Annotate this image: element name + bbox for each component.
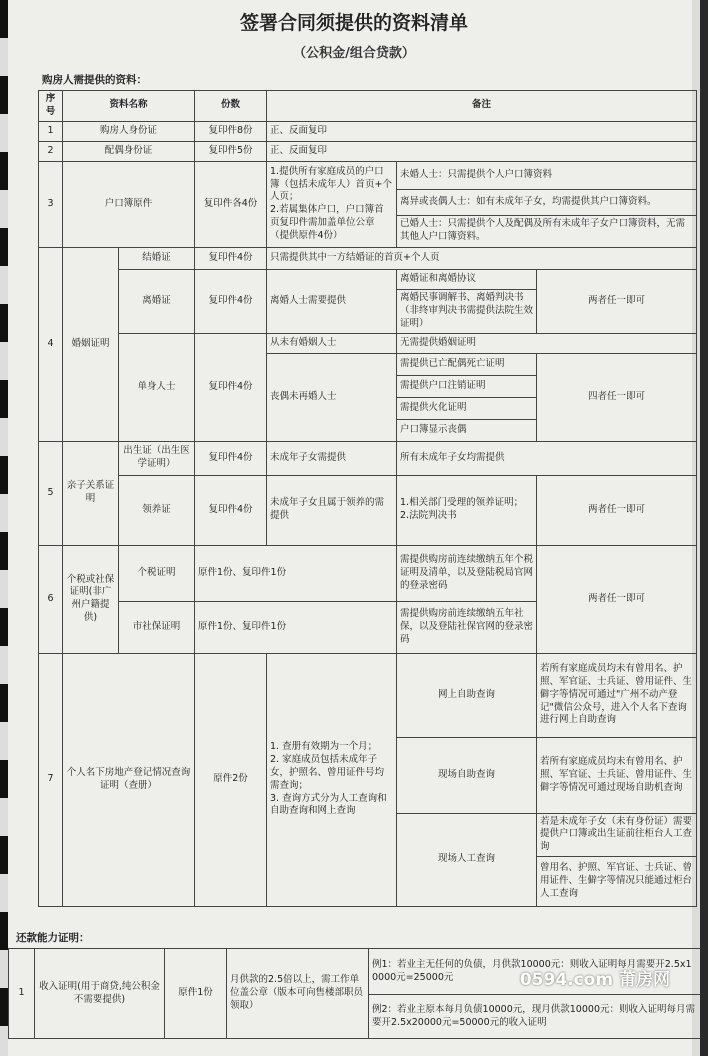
row-option: 需提供已亡配偶死亡证明 — [397, 353, 537, 375]
sub-label: 领养证 — [119, 475, 195, 545]
header-row — [39, 91, 697, 122]
row-seq: 1 — [39, 121, 63, 141]
row-note: 已婚人士：只需提供个人及配偶及所有未成年子女户口簿资料，无需其他人户口簿资料。 — [397, 215, 697, 247]
sub-label: 个税证明 — [119, 545, 195, 601]
row-option: 离婚证和离婚协议 — [397, 269, 537, 289]
row-remark: 只需提供其中一方结婚证的首页+个人页 — [267, 247, 697, 269]
row-desc: 1.提供所有家庭成员的户口簿（包括未成年人）首页+个人页； 2.若属集体户口，户口簿首页复印件需加盖单位公章（提供原件4份） — [267, 161, 397, 247]
section-repayment: 还款能力证明： — [16, 932, 90, 944]
section-buyer-materials: 购房人需提供的资料： — [42, 74, 147, 86]
sub-label: 单身人士 — [119, 333, 195, 441]
header-copies: 份数 — [195, 91, 267, 122]
repayment-table — [8, 948, 700, 1039]
row-choice: 两者任一即可 — [537, 475, 697, 545]
row-copies: 原件2份 — [195, 653, 267, 906]
query-method: 现场自助查询 — [397, 737, 537, 813]
sub-label: 市社保证明 — [119, 601, 195, 653]
row-option: 需提供户口注销证明 — [397, 375, 537, 397]
table-row — [39, 121, 697, 141]
row-seq: 4 — [39, 247, 63, 441]
row-copies: 复印件4份 — [195, 247, 267, 269]
row-remark: 正、反面复印 — [267, 121, 697, 141]
row-copies: 原件1份、复印件1份 — [195, 601, 397, 653]
row-note: 若所有家庭成员均未有曾用名、护照、军官证、士兵证、曾用证件、生僻字等情况可通过现场自助机查询 — [537, 737, 697, 813]
row-remark: 正、反面复印 — [267, 141, 697, 161]
row-seq: 7 — [39, 653, 63, 906]
row-copies: 复印件4份 — [195, 333, 267, 441]
row-name: 收入证明(用于商贷,纯公积金不需要提供) — [35, 949, 165, 1039]
document-subtitle: （公积金/组合贷款） — [293, 46, 415, 61]
row-note: 若是未成年子女（未有身份证）需要提供户口簿或出生证前往柜台人工查询 — [537, 813, 697, 856]
row-name: 购房人身份证 — [63, 121, 195, 141]
row-note: 离异或丧偶人士：如有未成年子女，均需提供其户口簿资料。 — [397, 189, 697, 215]
row-desc: 丧偶未再婚人士 — [267, 353, 397, 441]
header-name: 资料名称 — [63, 91, 195, 122]
row-option: 离婚民事调解书、离婚判决书（非终审判决书需提供法院生效证明） — [397, 289, 537, 333]
row-name: 婚姻证明 — [63, 247, 119, 441]
row-desc: 月供款的2.5倍以上，需工作单位盖公章（版本可向售楼部职员领取） — [227, 949, 369, 1039]
sub-label: 出生证（出生医学证明） — [119, 441, 195, 475]
sub-label: 离婚证 — [119, 269, 195, 333]
row-name: 户口簿原件 — [63, 161, 195, 247]
row-seq: 3 — [39, 161, 63, 247]
row-seq: 2 — [39, 141, 63, 161]
table-row — [39, 247, 697, 269]
document-title: 签署合同须提供的资料清单 — [239, 12, 468, 34]
row-option: 户口簿显示丧偶 — [397, 419, 537, 441]
row-note: 曾用名、护照、军官证、士兵证、曾用证件、生僻字等情况只能通过柜台人工查询 — [537, 857, 697, 907]
row-copies: 复印件4份 — [195, 475, 267, 545]
header-seq: 序号 — [39, 91, 63, 122]
row-desc: 未成年子女且属于领养的需提供 — [267, 475, 397, 545]
row-note: 所有未成年子女均需提供 — [397, 441, 697, 475]
row-seq: 6 — [39, 545, 63, 653]
header-remark: 备注 — [267, 91, 697, 122]
row-desc: 从未有婚姻人士 — [267, 333, 397, 353]
document-page — [8, 0, 700, 1056]
site-watermark: 0594.com 莆房网 — [519, 970, 670, 990]
row-note: 需提供购房前连续缴纳五年个税证明及清单，以及登陆税局官网的登录密码 — [397, 545, 537, 601]
row-note: 无需提供婚姻证明 — [397, 333, 697, 353]
row-copies: 原件1份、复印件1份 — [195, 545, 397, 601]
row-desc: 离婚人士需要提供 — [267, 269, 397, 333]
row-note: 未婚人士：只需提供个人户口簿资料 — [397, 161, 697, 189]
row-copies: 复印件4份 — [195, 269, 267, 333]
table-row — [39, 161, 697, 189]
query-method: 网上自助查询 — [397, 653, 537, 737]
query-method: 现场人工查询 — [397, 813, 537, 906]
row-choice: 两者任一即可 — [537, 269, 697, 333]
row-copies: 复印件4份 — [195, 441, 267, 475]
background-stripes — [0, 0, 8, 1056]
row-seq: 1 — [9, 949, 35, 1039]
row-name: 个人名下房地产登记情况查询证明（查册） — [63, 653, 195, 906]
row-choice: 两者任一即可 — [537, 545, 697, 653]
table-row — [39, 141, 697, 161]
row-seq: 5 — [39, 441, 63, 545]
table-row — [39, 545, 697, 601]
row-copies: 复印件各4份 — [195, 161, 267, 247]
row-copies: 复印件8份 — [195, 121, 267, 141]
row-name: 亲子关系证明 — [63, 441, 119, 545]
row-note: 需提供购房前连续缴纳五年社保，以及登陆社保官网的登录密码 — [397, 601, 537, 653]
row-option: 需提供火化证明 — [397, 397, 537, 419]
row-note: 若所有家庭成员均未有曾用名、护照、军官证、士兵证、曾用证件、生僻字等情况可通过"广州不动产登记"微信公众号，进入个人名下查询进行网上自助查询 — [537, 653, 697, 737]
row-copies: 复印件5份 — [195, 141, 267, 161]
row-name: 配偶身份证 — [63, 141, 195, 161]
row-example: 例2：若业主原本每月负债10000元，现月供款10000元：则收入证明每月需要开2.5x20000元=50000元的收入证明 — [369, 995, 701, 1039]
row-copies: 原件1份 — [165, 949, 227, 1039]
row-note: 1.相关部门受理的领养证明； 2.法院判决书 — [397, 475, 537, 545]
table-row — [39, 653, 697, 737]
sub-label: 结婚证 — [119, 247, 195, 269]
row-desc: 1. 查册有效期为一个月； 2. 家庭成员包括未成年子女，护照名、曾用证件号均需查询； 3. 查询方式分为人工查询和自助查询和网上查询 — [267, 653, 397, 906]
materials-table — [38, 90, 697, 907]
row-name: 个税或社保证明(非广州户籍提供) — [63, 545, 119, 653]
row-example: 例1：若业主无任何的负债，月供款10000元：则收入证明每月需要开2.5x10000元=25000元 — [369, 949, 701, 995]
row-desc: 未成年子女需提供 — [267, 441, 397, 475]
table-row — [39, 441, 697, 475]
row-choice: 四者任一即可 — [537, 353, 697, 441]
